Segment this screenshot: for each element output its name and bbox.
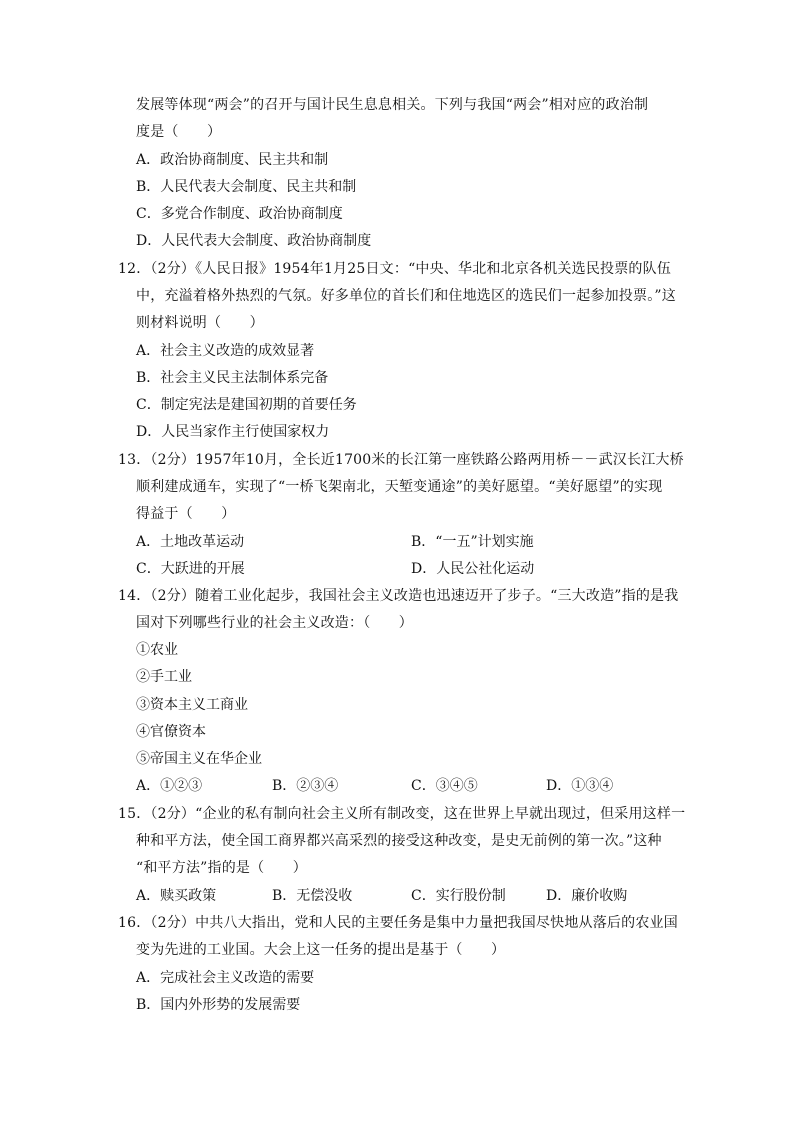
q13-option-c[interactable]: C．大跃进的开展 bbox=[136, 561, 245, 577]
q13-stem-line2: 顺利建成通车，实现了“一桥飞架南北，天堑变通途”的美好愿望。“美好愿望”的实现 bbox=[136, 479, 663, 495]
q12-stem-line3: 则材料说明（ ） bbox=[136, 315, 264, 331]
q12-stem-line2: 中，充溢着格外热烈的气氛。好多单位的首长们和住地选区的选民们一起参加投票。”这 bbox=[136, 288, 676, 304]
q15-option-b[interactable]: B．无偿没收 bbox=[272, 888, 353, 904]
q14-option-c[interactable]: C．③④⑤ bbox=[411, 778, 478, 794]
q12-option-b[interactable]: B．社会主义民主法制体系完备 bbox=[136, 370, 329, 386]
q11-option-b[interactable]: B．人民代表大会制度、民主共和制 bbox=[136, 179, 357, 195]
q14-option-b[interactable]: B．②③④ bbox=[272, 778, 339, 794]
q14-item-4: ④官僚资本 bbox=[136, 724, 206, 740]
q11-stem-line1: 发展等体现“两会”的召开与国计民生息息相关。下列与我国“两会”相对应的政治制 bbox=[136, 97, 649, 113]
q14-option-d[interactable]: D．①③④ bbox=[546, 778, 614, 794]
q12-option-d[interactable]: D．人民当家作主行使国家权力 bbox=[136, 424, 330, 440]
q11-option-c[interactable]: C．多党合作制度、政治协商制度 bbox=[136, 206, 343, 222]
q14-option-a[interactable]: A．①②③ bbox=[136, 778, 203, 794]
q14-item-5: ⑤帝国主义在华企业 bbox=[136, 751, 262, 767]
q13-stem-line3: 得益于（ ） bbox=[136, 506, 236, 522]
q16-option-b[interactable]: B．国内外形势的发展需要 bbox=[136, 997, 301, 1013]
q15-stem-line2: 种和平方法，使全国工商界都兴高采烈的接受这种改变，是史无前例的第一次。”这种 bbox=[136, 833, 662, 849]
q15-stem-line1: 15．（2分）“企业的私有制向社会主义所有制改变，这在世界上早就出现过，但采用这样一 bbox=[118, 806, 686, 822]
q15-option-a[interactable]: A．赎买政策 bbox=[136, 888, 217, 904]
q16-option-a[interactable]: A．完成社会主义改造的需要 bbox=[136, 970, 315, 986]
q14-item-3: ③资本主义工商业 bbox=[136, 697, 248, 713]
q14-item-1: ①农业 bbox=[136, 642, 178, 658]
q16-stem-line1: 16．（2分）中共八大指出，党和人民的主要任务是集中力量把我国尽快地从落后的农业国 bbox=[118, 915, 678, 931]
q13-stem-line1: 13．（2分）1957年10月，全长近1700米的长江第一座铁路公路两用桥－－武汉长江大桥 bbox=[118, 452, 684, 468]
q15-option-c[interactable]: C．实行股份制 bbox=[411, 888, 506, 904]
q15-stem-line3: “和平方法”指的是（ ） bbox=[136, 860, 307, 876]
q13-option-b[interactable]: B．“一五”计划实施 bbox=[411, 534, 534, 550]
q11-stem-line2: 度是（ ） bbox=[136, 124, 222, 140]
q11-option-a[interactable]: A．政治协商制度、民主共和制 bbox=[136, 152, 329, 168]
q13-option-d[interactable]: D．人民公社化运动 bbox=[411, 561, 535, 577]
q12-stem-line1: 12．（2分）《人民日报》1954年1月25日文：“中央、华北和北京各机关选民投票的队伍 bbox=[118, 261, 672, 277]
q11-option-d[interactable]: D．人民代表大会制度、政治协商制度 bbox=[136, 233, 372, 249]
q14-stem-line1: 14．（2分）随着工业化起步，我国社会主义改造也迅速迈开了步子。“三大改造”指的是我 bbox=[118, 588, 679, 604]
q15-option-d[interactable]: D．廉价收购 bbox=[546, 888, 628, 904]
q12-option-c[interactable]: C．制定宪法是建国初期的首要任务 bbox=[136, 397, 357, 413]
q12-option-a[interactable]: A．社会主义改造的成效显著 bbox=[136, 343, 315, 359]
q16-stem-line2: 变为先进的工业国。大会上这一任务的提出是基于（ ） bbox=[136, 942, 506, 958]
q14-item-2: ②手工业 bbox=[136, 669, 192, 685]
q13-option-a[interactable]: A．土地改革运动 bbox=[136, 534, 245, 550]
q14-stem-line2: 国对下列哪些行业的社会主义改造：（ ） bbox=[136, 615, 413, 631]
